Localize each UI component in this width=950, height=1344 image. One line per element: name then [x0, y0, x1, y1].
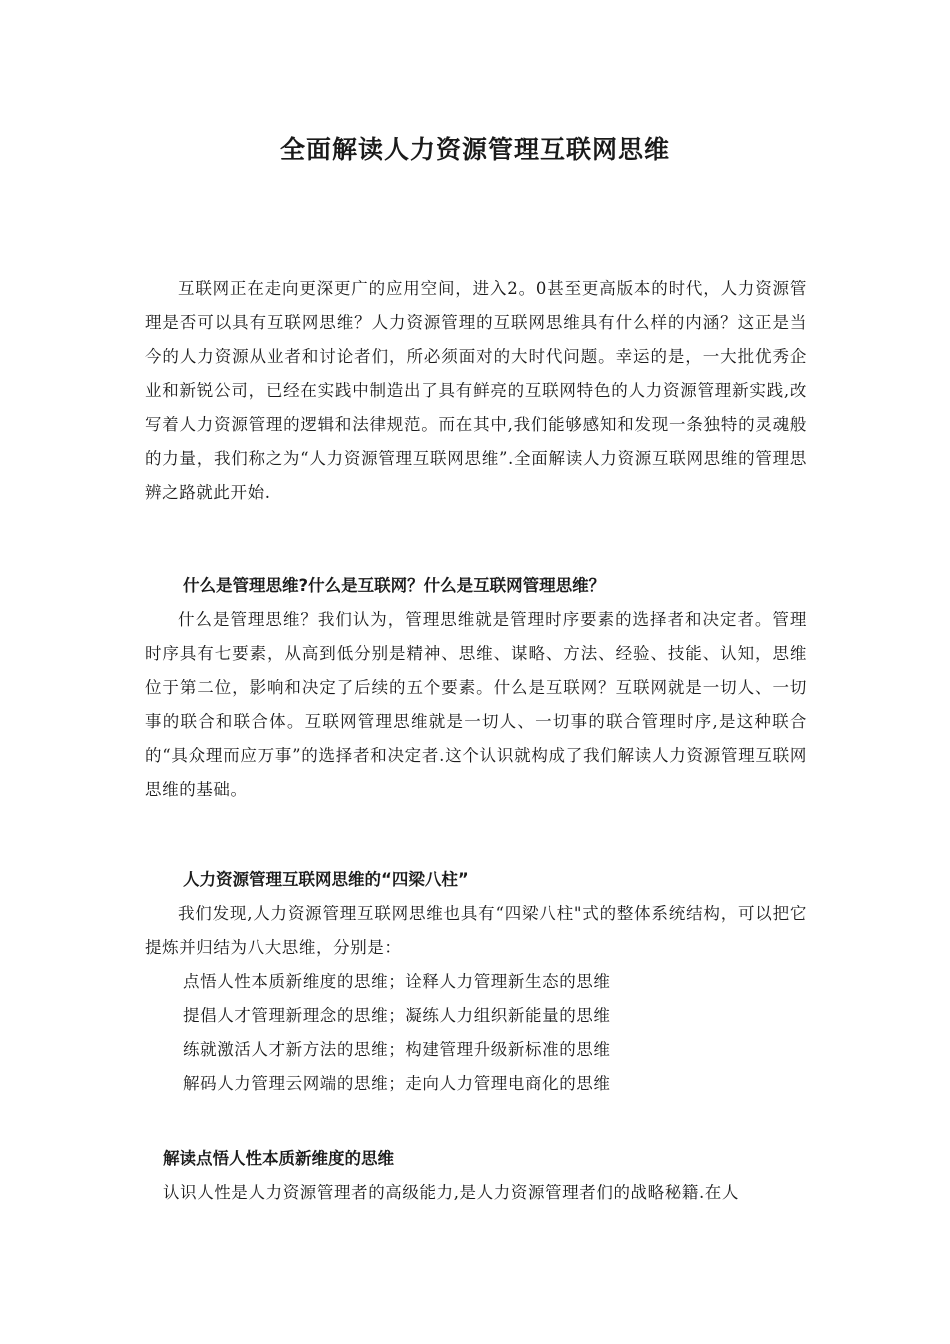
intro-paragraph: 互联网正在走向更深更广的应用空间，进入2。0甚至更高版本的时代，人力资源管理是否可以具有互联网思维？人力资源管理的互联网思维具有什么样的内涵？这正是当今的人力资源从业者和讨论者们，所必须面对的大时代问题。幸运的是，一大批优秀企业和新锐公司，已经在实践中制造出了具有鲜亮的互联网特色的人力资源管理新实践,改写着人力资源管理的逻辑和法律规范。而在其中,我们能够感知和发现一条独特的灵魂般的力量，我们称之为“人力资源管理互联网思维”.全面解读人力资源互联网思维的管理思辨之路就此开始.: [145, 279, 807, 502]
section-heading-1: 什么是管理思维?什么是互联网？什么是互联网管理思维？: [183, 576, 606, 595]
section-heading-2: 人力资源管理互联网思维的“四梁八柱”: [183, 870, 469, 889]
section-heading-3: 解读点悟人性本质新维度的思维: [163, 1149, 394, 1168]
list-item: 练就激活人才新方法的思维；构建管理升级新标准的思维: [183, 1040, 611, 1059]
list-item: 点悟人性本质新维度的思维；诠释人力管理新生态的思维: [183, 972, 611, 991]
section-paragraph-2: 我们发现,人力资源管理互联网思维也具有“四梁八柱"式的整体系统结构，可以把它提炼并归结为八大思维，分别是：: [145, 904, 807, 957]
eight-thinking-list: [183, 965, 611, 1101]
document-title: 全面解读人力资源管理互联网思维: [279, 135, 670, 164]
section-paragraph-3: 认识人性是人力资源管理者的高级能力,是人力资源管理者们的战略秘籍.在人: [163, 1183, 739, 1202]
section-paragraph-1: 什么是管理思维？我们认为，管理思维就是管理时序要素的选择者和决定者。管理时序具有七要素，从高到低分别是精神、思维、谋略、方法、经验、技能、认知，思维位于第二位，影响和决定了后续的五个要素。什么是互联网？互联网就是一切人、一切事的联合和联合体。互联网管理思维就是一切人、一切事的联合管理时序,是这种联合的“具众理而应万事”的选择者和决定者.这个认识就构成了我们解读人力资源管理互联网思维的基础。: [145, 610, 807, 799]
list-item: 提倡人才管理新理念的思维；凝练人力组织新能量的思维: [183, 1006, 611, 1025]
list-item: 解码人力管理云网端的思维；走向人力管理电商化的思维: [183, 1074, 611, 1093]
